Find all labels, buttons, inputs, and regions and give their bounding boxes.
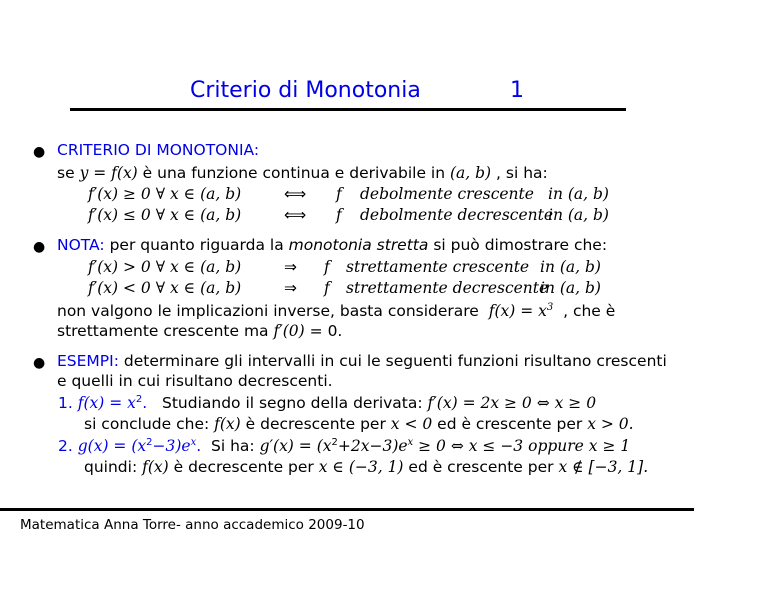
note-text-a: non valgono le implicazioni inverse, basta considerare bbox=[57, 302, 479, 320]
example1-cond1: x < 0 bbox=[390, 415, 433, 433]
example1-text-c: è decrescente per bbox=[245, 415, 386, 433]
example2-derivative-c: ≥ 0 ⇔ x ≤ −3 bbox=[413, 437, 524, 455]
nota-emphasis: monotonia stretta bbox=[288, 236, 429, 254]
rule1-in: in (a, b) bbox=[548, 185, 609, 203]
rule1-arrow: ⟺ bbox=[284, 185, 307, 203]
note-math2: f′(0) bbox=[273, 322, 305, 340]
strict-rule1-arrow: ⇒ bbox=[284, 258, 297, 276]
note-text-c: strettamente crescente ma bbox=[57, 322, 269, 340]
strict-rule1-f: f bbox=[324, 258, 330, 276]
note-math: f(x) = x bbox=[488, 302, 547, 320]
example1-period: . bbox=[142, 394, 148, 412]
footer-rule bbox=[0, 508, 694, 511]
rule2-f: f bbox=[336, 206, 342, 224]
example1-f: f(x) bbox=[214, 415, 241, 433]
intro-text-a: se bbox=[57, 164, 75, 182]
section-heading-nota: NOTA: bbox=[57, 236, 105, 254]
example1-text-a: Studiando il segno della derivata: bbox=[161, 394, 423, 412]
section2-intro bbox=[57, 236, 607, 254]
example1-derivative-rest: = 2x ≥ 0 ⇔ x ≥ 0 bbox=[462, 394, 597, 412]
example1-exponent: 2 bbox=[135, 394, 143, 405]
example2-text-b: quindi: bbox=[84, 458, 138, 476]
strict-rule2-desc: strettamente decrescente bbox=[346, 279, 549, 297]
strict-rule2-arrow: ⇒ bbox=[284, 279, 297, 297]
strict-rule1-lhs: f′(x) > 0 ∀ x ∈ (a, b) bbox=[88, 258, 242, 276]
example2-number: 2. bbox=[58, 437, 73, 455]
nota-text-a: per quanto riguarda la bbox=[109, 236, 284, 254]
strict-rule2-lhs: f′(x) < 0 ∀ x ∈ (a, b) bbox=[88, 279, 242, 297]
example2-derivative-a: g′(x) = (x bbox=[259, 437, 332, 455]
esempi-text-b: e quelli in cui risultano decrescenti. bbox=[57, 372, 333, 390]
section1-intro bbox=[57, 164, 548, 182]
note-text-b: , che è bbox=[563, 302, 616, 320]
strict-rule2-in: in (a, b) bbox=[540, 279, 601, 297]
example1-function: f(x) = x bbox=[77, 394, 136, 412]
note-text-d: = 0. bbox=[309, 322, 343, 340]
rule2-in: in (a, b) bbox=[548, 206, 609, 224]
intro-math: y = f(x) bbox=[79, 164, 138, 182]
example2-function-a: g(x) = (x bbox=[77, 437, 147, 455]
example2-cond1: x ∈ (−3, 1) bbox=[318, 458, 404, 476]
example1-cond2: x > 0. bbox=[587, 415, 634, 433]
intro-text-b: è una funzione continua e derivabile in bbox=[142, 164, 446, 182]
example2-exponent1: 2 bbox=[146, 437, 153, 448]
strict-rule2-f: f bbox=[324, 279, 330, 297]
intro-interval: (a, b) bbox=[449, 164, 492, 182]
example2-exponent2: x bbox=[190, 437, 197, 448]
example2-derivative-exp2: x bbox=[407, 437, 414, 448]
esempi-text-a: determinare gli intervalli in cui le seguenti funzioni risultano crescenti bbox=[123, 352, 667, 370]
page-title: Criterio di Monotonia bbox=[190, 78, 421, 103]
example2-f: f(x) bbox=[142, 458, 169, 476]
rule2-lhs: f′(x) ≤ 0 ∀ x ∈ (a, b) bbox=[88, 206, 242, 224]
title-underline bbox=[70, 108, 626, 111]
example2-derivative-exp1: 2 bbox=[331, 437, 338, 448]
footer-text: Matematica Anna Torre- anno accademico 2009-10 bbox=[20, 517, 365, 533]
example2-cond2: x ∉ [−3, 1]. bbox=[558, 458, 649, 476]
example2-derivative-d: x ≥ 1 bbox=[588, 437, 631, 455]
example2-text-c: è decrescente per bbox=[173, 458, 314, 476]
slide-number: 1 bbox=[510, 78, 524, 103]
section-heading-criterio: CRITERIO DI MONOTONIA: bbox=[57, 141, 260, 159]
note-exponent: 3 bbox=[546, 302, 554, 313]
example2-text-d: ed è crescente per bbox=[408, 458, 554, 476]
example2-period: . bbox=[196, 437, 202, 455]
example2-line1 bbox=[58, 437, 630, 455]
nota-text-b: si può dimostrare che: bbox=[433, 236, 608, 254]
bullet-icon: ● bbox=[33, 355, 46, 371]
example2-text-a: Si ha: bbox=[211, 437, 255, 455]
rule1-desc: debolmente crescente bbox=[360, 185, 534, 203]
strict-rule1-desc: strettamente crescente bbox=[346, 258, 530, 276]
example2-oppure: oppure bbox=[528, 437, 584, 455]
example1-line1 bbox=[58, 394, 596, 412]
rule1-lhs: f′(x) ≥ 0 ∀ x ∈ (a, b) bbox=[88, 185, 242, 203]
example1-text-d: ed è crescente per bbox=[437, 415, 583, 433]
rule1-f: f bbox=[336, 185, 342, 203]
example1-line2 bbox=[84, 415, 634, 433]
strict-rule1-in: in (a, b) bbox=[540, 258, 601, 276]
example2-derivative-b: +2x−3)e bbox=[337, 437, 408, 455]
example1-text-b: si conclude che: bbox=[84, 415, 210, 433]
rule2-arrow: ⟺ bbox=[284, 206, 307, 224]
example2-line2 bbox=[84, 458, 648, 476]
intro-text-c: , si ha: bbox=[496, 164, 548, 182]
section3-intro bbox=[57, 352, 667, 370]
example2-function-b: −3)e bbox=[152, 437, 191, 455]
section-heading-esempi: ESEMPI: bbox=[57, 352, 119, 370]
rule2-desc: debolmente decrescente bbox=[360, 206, 554, 224]
example1-derivative: f′(x) bbox=[427, 394, 458, 412]
nota-note-line1 bbox=[57, 302, 615, 320]
bullet-icon: ● bbox=[33, 239, 46, 255]
nota-note-line2 bbox=[57, 322, 342, 340]
bullet-icon: ● bbox=[33, 144, 46, 160]
example1-number: 1. bbox=[58, 394, 73, 412]
